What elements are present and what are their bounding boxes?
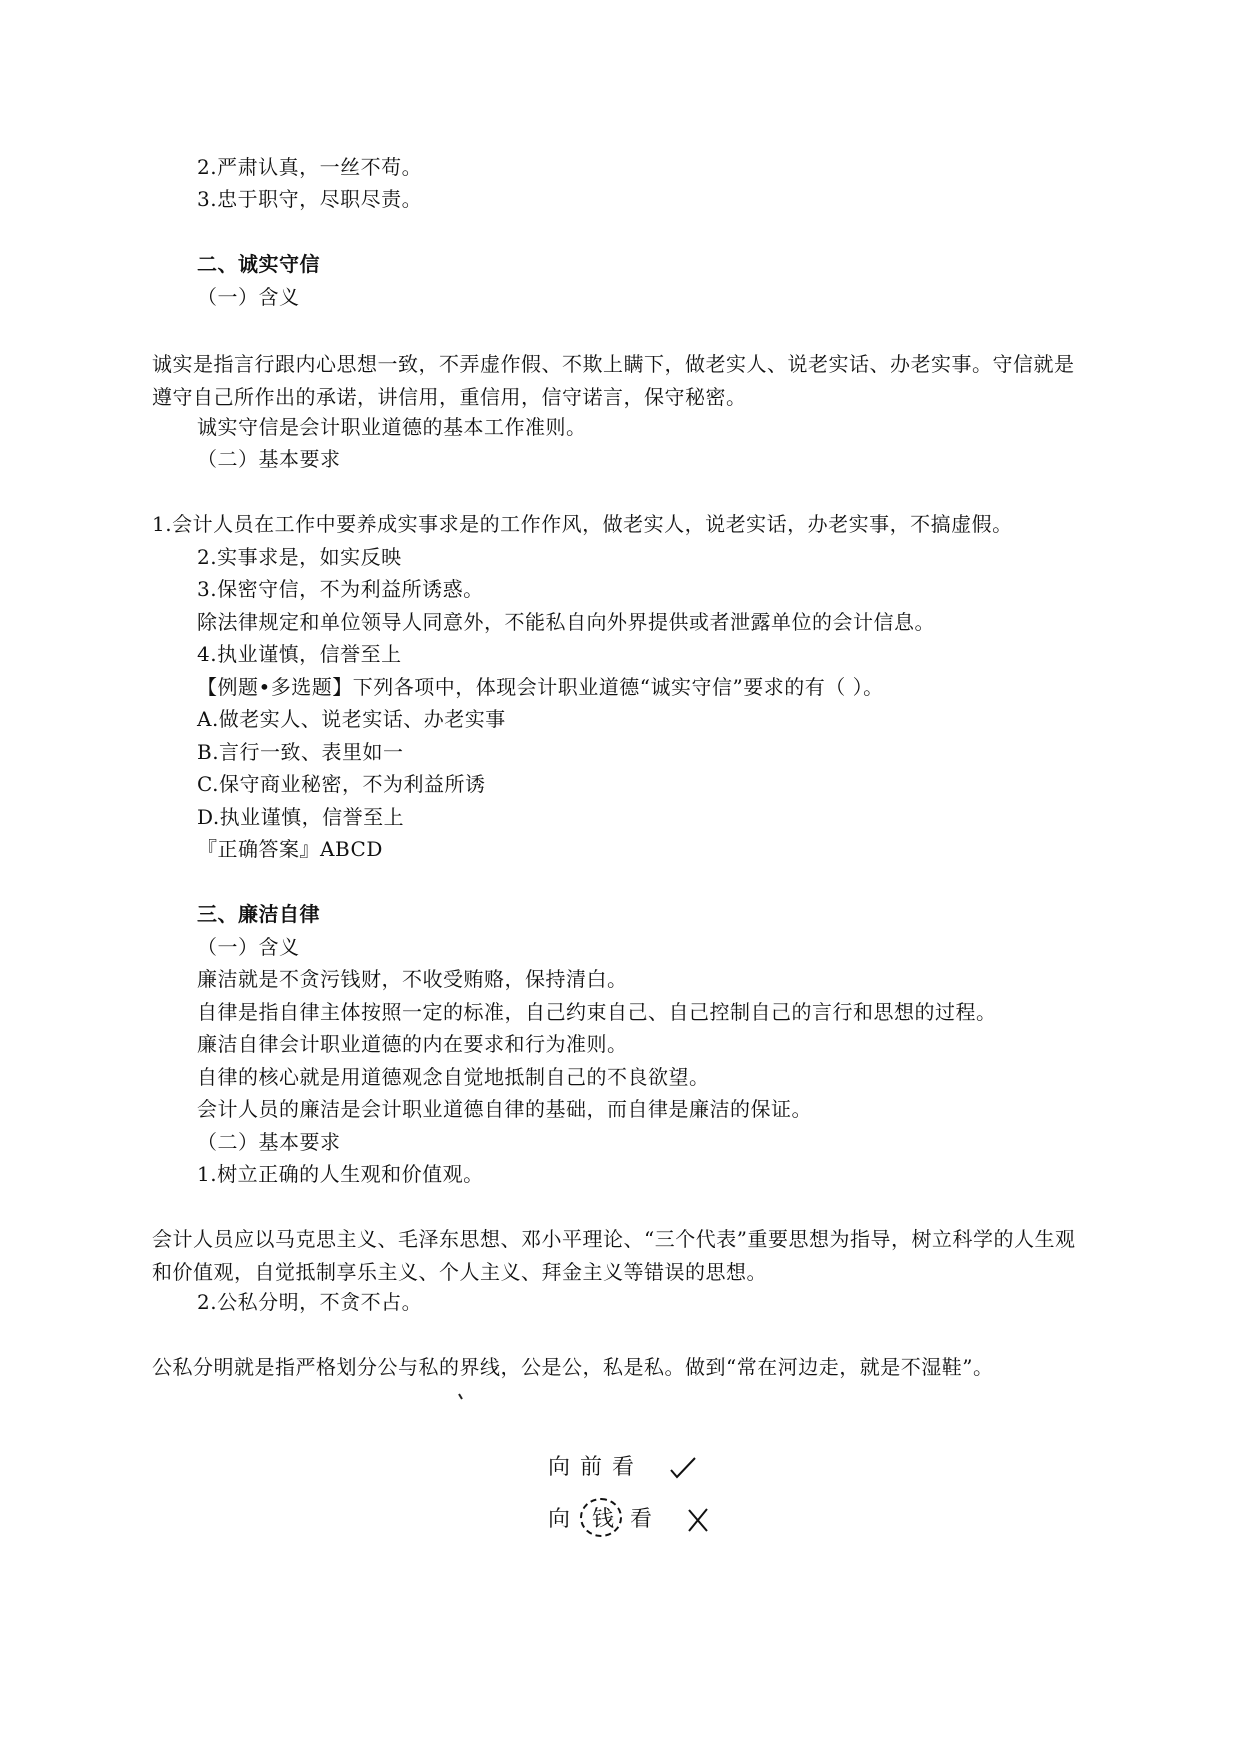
integrity-foundation: 会计人员的廉洁是会计职业道德自律的基础，而自律是廉洁的保证。 [197, 1097, 812, 1121]
requirement-1: 1.会计人员在工作中要养成实事求是的工作作风，做老实人，说老实话，办老实事，不搞虚假。 [152, 512, 1013, 536]
paragraph-honesty-definition: 诚实是指言行跟内心思想一致，不弄虚作假、不欺上瞒下，做老实人、说老实话、办老实事。守信就是遵守自己所作出的承诺，讲信用，重信用，信守诺言，保守秘密。 [152, 352, 1075, 409]
paragraph-honesty-principle: 诚实守信是会计职业道德的基本工作准则。 [197, 415, 587, 439]
cross-icon [683, 1506, 713, 1534]
section-heading-2: 二、诚实守信 [197, 252, 320, 276]
integrity-definition: 廉洁就是不贪污钱财，不收受贿赂，保持清白。 [197, 967, 628, 991]
section-heading-3: 三、廉洁自律 [197, 902, 320, 926]
option-b: B.言行一致、表里如一 [197, 740, 404, 764]
look-money-row [548, 1498, 713, 1537]
correct-answer: 『正确答案』ABCD [197, 837, 383, 861]
paragraph-worldview: 会计人员应以马克思主义、毛泽东思想、邓小平理论、“三个代表”重要思想为指导，树立科学的人生观和价值观，自觉抵制享乐主义、个人主义、拜金主义等错误的思想。 [152, 1227, 1076, 1284]
stray-mark [458, 1393, 464, 1401]
look-money-suffix: 看 [630, 1507, 663, 1532]
requirement-3-2: 2.公私分明，不贪不占。 [197, 1290, 423, 1314]
look-forward-text: 向前看 [548, 1455, 645, 1480]
requirement-3-detail: 除法律规定和单位领导人同意外，不能私自向外界提供或者泄露单位的会计信息。 [197, 610, 935, 634]
money-circled-character [580, 1498, 622, 1537]
subheading-meaning-3: （一）含义 [197, 935, 300, 959]
subheading-requirements-3: （二）基本要求 [197, 1130, 341, 1154]
paragraph-public-private: 公私分明就是指严格划分公与私的界线，公是公，私是私。做到“常在河边走，就是不湿鞋”。 [152, 1355, 994, 1379]
requirement-3-1: 1.树立正确的人生观和价值观。 [197, 1162, 484, 1186]
option-c: C.保守商业秘密，不为利益所诱 [197, 772, 486, 796]
integrity-principle: 廉洁自律会计职业道德的内在要求和行为准则。 [197, 1032, 628, 1056]
requirement-4: 4.执业谨慎，信誉至上 [197, 642, 402, 666]
look-forward-row [548, 1450, 699, 1481]
subheading-requirements: （二）基本要求 [197, 447, 341, 471]
option-a: A.做老实人、说老实话、办老实事 [197, 707, 506, 731]
requirement-2: 2.实事求是，如实反映 [197, 545, 402, 569]
look-forward-figure [548, 1450, 728, 1560]
self-discipline-definition: 自律是指自律主体按照一定的标准，自己约束自己、自己控制自己的言行和思想的过程。 [197, 1000, 997, 1024]
item-2: 2.严肃认真，一丝不苟。 [197, 155, 423, 179]
look-money-prefix: 向 [548, 1507, 581, 1532]
subheading-meaning: （一）含义 [197, 285, 300, 309]
example-question: 【例题•多选题】下列各项中，体现会计职业道德“诚实守信”要求的有（ ）。 [197, 675, 884, 699]
money-character: 钱 [592, 1507, 615, 1532]
self-discipline-core: 自律的核心就是用道德观念自觉地抵制自己的不良欲望。 [197, 1065, 710, 1089]
item-3: 3.忠于职守，尽职尽责。 [197, 187, 423, 211]
requirement-3: 3.保密守信，不为利益所诱惑。 [197, 577, 484, 601]
option-d: D.执业谨慎，信誉至上 [197, 805, 405, 829]
checkmark-icon [665, 1455, 699, 1481]
